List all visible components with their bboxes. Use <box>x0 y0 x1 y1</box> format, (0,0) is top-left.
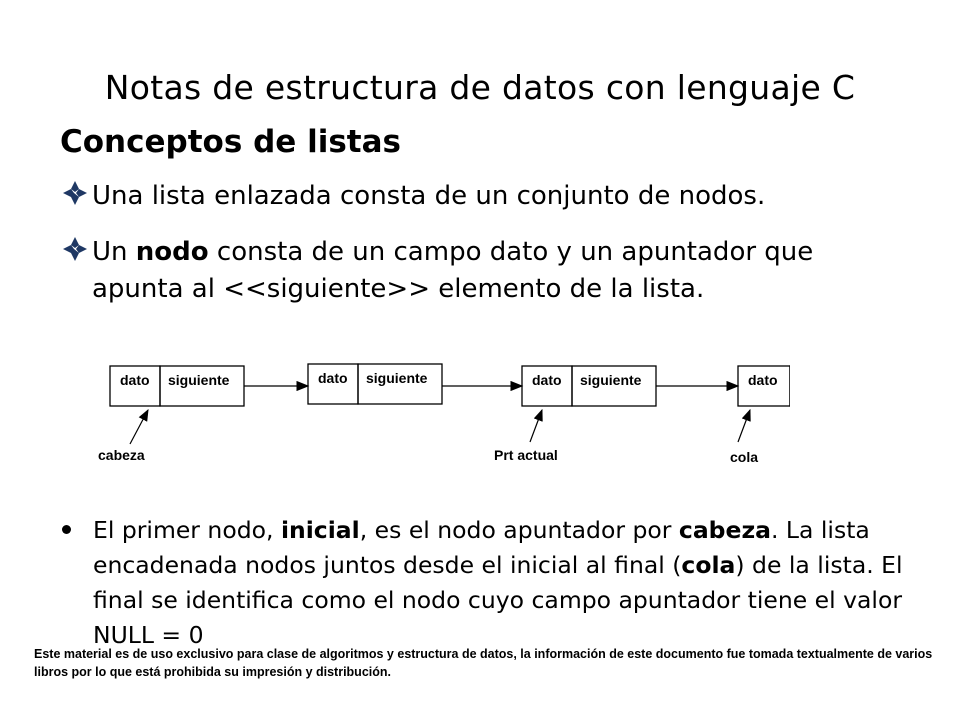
list-node-3 <box>522 366 656 406</box>
bold-term-nodo: nodo <box>135 237 209 267</box>
bullet-text-1: Una lista enlazada consta de un conjunto de nodos. <box>92 181 766 211</box>
actual-pointer-arrow <box>530 410 542 442</box>
list-node-1 <box>110 366 244 406</box>
diamond-bullet-icon <box>62 180 88 206</box>
paragraph-text: El primer nodo, inicial, es el nodo apuntador por cabeza. La lista encadenada nodos juntos desde el inicial al final (cola) de la lista. El final se identifica como el nodo cuyo campo apuntador tiene el valor NULL = 0 <box>93 516 903 649</box>
pointer-label-cabeza: cabeza <box>98 447 145 463</box>
node-data-field: dato <box>120 372 150 388</box>
list-node-4 <box>738 366 790 406</box>
round-bullet-icon <box>62 525 71 534</box>
footer-disclaimer: Este material es de uso exclusivo para clase de algoritmos y estructura de datos, la información de este documento fue tomada textualmente de varios libros por lo que está prohibida su impresión y distribución. <box>34 647 933 679</box>
node-next-field: siguiente <box>580 372 642 388</box>
list-node-2 <box>308 364 442 404</box>
node-next-field: siguiente <box>366 370 428 386</box>
node-data-field: dato <box>318 370 348 386</box>
slide-title: Notas de estructura de datos con lenguaje C <box>104 68 856 107</box>
node-next-field: siguiente <box>168 372 230 388</box>
cabeza-pointer-arrow <box>130 410 148 444</box>
diamond-bullet-icon <box>62 236 88 262</box>
cola-pointer-arrow <box>738 410 750 442</box>
pointer-label-actual: Prt actual <box>494 447 558 463</box>
bullet-item-1 <box>62 178 922 218</box>
node-data-field: dato <box>748 372 778 388</box>
pointer-label-cola: cola <box>730 449 759 465</box>
linked-list-diagram <box>90 352 790 472</box>
bullet-item-2 <box>62 234 922 314</box>
node-data-field: dato <box>532 372 562 388</box>
bullet-text-2: Un nodo consta de un campo dato y un apuntador que apunta al <<siguiente>> elemento de la lista. <box>92 237 814 304</box>
slide-subtitle: Conceptos de listas <box>60 124 401 160</box>
